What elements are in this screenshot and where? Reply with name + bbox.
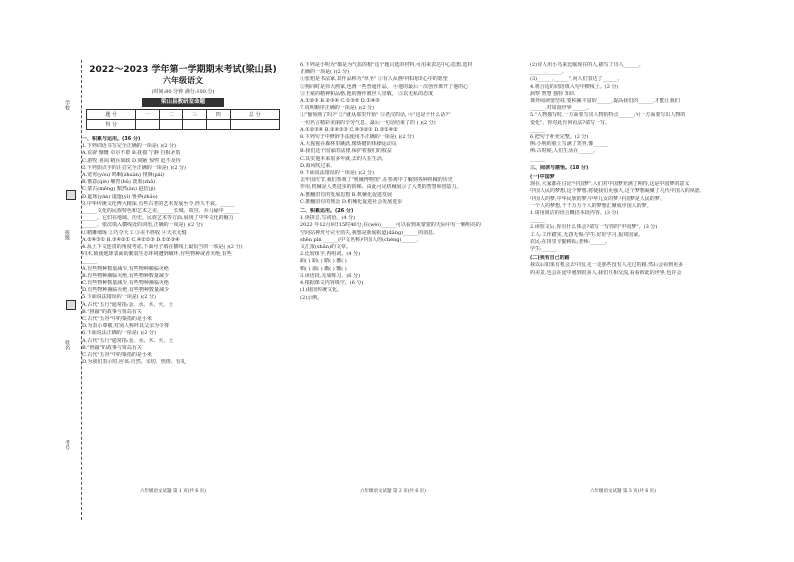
text-line: A.大猩猩在森林里跳跃,像矫健的体操运动员: [300, 141, 397, 148]
text-line: 蹈( ) 蹈( ) 踏( ) 撤( ): [300, 258, 347, 265]
text-line: C.古代"五谷"中的粟指的是小米: [82, 316, 152, 323]
text-line: 6.把句子补充完整。(2 分): [530, 134, 589, 141]
text-line: 4.从上下文连贯的角度考虑,下面句子填在横线上最恰当的一项是( )(2 分): [82, 244, 243, 251]
score-cell: 得 分: [87, 120, 136, 130]
text-line: 1.请用简洁的语言概括本段内容。(3 分): [530, 210, 619, 217]
text-line: ______文化的民族特色和艺术之美,______长城、故宫、兵马俑中______: [82, 208, 239, 215]
text-line: ______: [530, 217, 545, 224]
score-input-cell[interactable]: [207, 120, 231, 130]
text-line: 学生:______: [530, 246, 557, 253]
text-line: C.推翻旧有的理念 D.机械化促进社会发展进步: [300, 198, 403, 205]
text-line: 农民:在田里辛勤耕耘;老师:______。: [530, 238, 611, 245]
exam-number-label: 考号: [64, 440, 70, 450]
text-line: 中国人的梦,中华民族的梦,中华儿女的梦,中国梦是人民的梦。: [530, 195, 665, 202]
text-line: 二、积累运用。(26 分): [300, 208, 354, 215]
text-line: 洞察 智慧 独特 知识: [530, 90, 575, 97]
score-cell: 二: [159, 110, 183, 120]
text-line: 8.下列句子中修辞手法使用不正确的一项是( )(2 分): [300, 134, 414, 141]
text-line: ①"葡萄熟了吗?" ②"就从那里开始" ③老汉的话, ④"这是个什么话?": [300, 112, 451, 119]
page-footer-2: 六年级语文试题 第 2 页(共 6 页): [360, 489, 426, 494]
text-line: A.古代"五行"通常指:金、水、木、火、土: [82, 301, 174, 308]
text-line: A.①②③④ B.②④①③ C.④③②① D.③①④②: [300, 126, 398, 133]
text-line: 例:古时候,人们生活在______。: [530, 148, 599, 155]
text-line: ①张旭是书法家,其作品称为"草圣" ②有人从画中体现出心中的愿望: [300, 76, 448, 83]
text-line: 我以后如果有机会去中国,走一走那些没有人走过的路,然后会看到更多: [530, 262, 684, 269]
text-line: A.②④③① B.③④②① C.④②①③ D.①②③④: [82, 236, 180, 243]
compiler-stamp: 梁山县教研室命题: [142, 98, 224, 107]
score-cell: 一: [136, 110, 160, 120]
text-line: D.为我们表示时,应该:自然、亲切、热情、有礼: [82, 359, 186, 366]
text-line: D.为表示尊敬,对别人称呼其父亲为令尊: [82, 323, 170, 330]
text-line: 同木,致使地球表面的脆弱生态环境遭到破坏,有些物种或者灭绝,有些: [82, 251, 232, 258]
text-line: 7.说明顺序正确的一项是( )(2 分): [300, 105, 374, 112]
text-line: C.其实他本来很多年就,去的人在生活,: [300, 155, 384, 162]
score-cell: 题 号: [87, 110, 136, 120]
column-1: [82, 134, 278, 484]
text-line: 3.中华传统文化博大精深,有些古老的艺术发展至今,经久不衰。______: [82, 200, 235, 207]
text-line: ______,对周围世界______。: [530, 105, 592, 112]
text-line: (1)我国传统文化。: [300, 287, 343, 294]
text-line: B.有些物种濒临灭绝,有些物种数量减少: [82, 272, 169, 279]
text-line: 4.根据课文内容填空。(6 分): [300, 280, 364, 287]
text-line: 一句名言精彩美丽的辛劳气息、最后一句话结束了的 ( )(2 分): [300, 119, 436, 126]
text-line: 5."人物描写时,一方面要写出人物的特点______;另一方面要写出人物的: [530, 112, 686, 119]
text-line: A.①②③ B.②③④ C.①③⑤ D.①④⑤: [300, 98, 380, 105]
text-line: D.海风吹过来,: [300, 162, 333, 169]
text-line: 三、阅读与感悟。(18 分): [530, 164, 589, 171]
column-2: [300, 62, 512, 482]
text-line: 2.读短文后,你有什么体会?请写一写你的"中国梦"。(3 分): [530, 224, 658, 231]
text-line: 工人:工作踏实,无怨无悔;学生:好好学习,报效国家。: [530, 231, 644, 238]
binding-box: [66, 300, 76, 310]
exam-time-info: (时间:80 分钟 满分:100 分): [151, 89, 215, 95]
text-line: B."推敲"的故事与贾岛有关: [82, 344, 142, 351]
text-line: 1.下列词语书写完全正确的一项是( )(2 分): [82, 143, 176, 150]
binding-margin: [60, 60, 82, 520]
text-line: B.我们这个国家的法律,保护着我们的权益: [300, 148, 392, 155]
text-line: 2.比较组字,再组词。(4 分): [300, 251, 361, 258]
name-label: 姓名: [64, 340, 70, 350]
score-input-cell[interactable]: [230, 120, 279, 130]
text-line: 课外阅读要坚持,要积累丰富的______,提高我们的______,才能让我们: [530, 98, 680, 105]
score-header-row: [87, 110, 280, 120]
page-footer-3: 六年级语文试题 第 3 页(共 6 页): [590, 489, 656, 494]
text-line: 一个人的梦想,千千万万个人的梦想汇聚成中国人的梦。: [530, 202, 652, 209]
class-label: 班级: [64, 230, 70, 240]
score-input-cell[interactable]: [136, 120, 160, 130]
score-cell: 四: [207, 110, 231, 120]
text-line: B."推敲"的故事与贾岛有关: [82, 308, 142, 315]
text-line: ______: [82, 258, 97, 265]
text-line: D.筵席(yán) 逶迤(yí) 鲁莽(zhǎo): [82, 193, 158, 200]
text-line: C.蒙古(měng) 黯然(àn) 赵佶(jí): [82, 186, 156, 193]
exam-subject: 六年级语文: [163, 76, 203, 85]
text-line: shēn pǐn ______(中文名称)中国人的(chéng)______,: [300, 236, 418, 243]
score-cell: 三: [183, 110, 207, 120]
text-line: D.有些物种濒临灭绝,有些物种数量减少: [82, 287, 170, 294]
text-line: 一、积累与运用。(36 分): [82, 136, 141, 142]
text-line: 1.读拼音,写词语。(4 分): [300, 215, 356, 222]
text-line: A.荒辟 慷慨 卓尔不群 B.抚摸 宁静 自相矛盾: [82, 150, 181, 157]
text-line: 正确的一项是( )(2 分): [300, 69, 350, 76]
text-line: 中国人民的梦想,这个梦想,将使我们更强大,这个梦想凝聚了几代中国人的夙愿,: [530, 188, 702, 195]
text-line: A.有些物种数量减少,有些物种濒临灭绝: [82, 265, 169, 272]
text-line: B.惬意(qiè) 哺育(bǔ) 泼墨(zhā): [82, 179, 156, 186]
text-line: ______: [530, 126, 545, 133]
exam-title: 2022～2023 学年第一学期期末考试(梁山县): [89, 65, 277, 75]
text-line: (二)我有自己的路: [530, 255, 570, 262]
text-line: ①精雕细琢 ②巧夺天工 ③美不胜收 ④天衣无缝: [82, 229, 187, 236]
binding-box: [66, 190, 76, 200]
text-line: 5.下面说法错误的一项是( )(2 分): [82, 294, 156, 301]
text-line: 6.下列是小明为"都是为气质的根"这个题目选的材料,可用来表达中心思想,选材: [300, 62, 473, 68]
column-3: [530, 62, 735, 482]
score-input-cell[interactable]: [159, 120, 183, 130]
text-line: 2.下列加点字的注音完全正确的一项是( )(2 分): [82, 164, 186, 171]
text-line: 9.下面说法错误的一项是( )(2 分): [300, 170, 374, 177]
score-input-cell[interactable]: [183, 120, 207, 130]
text-line: 作用,机械是人类进步的阶梯。由此可见机械展示了人类的智慧和创造力。: [300, 184, 462, 191]
text-line: 例:小明的脸上写满了笑容,像______: [530, 141, 609, 148]
score-value-row: [87, 120, 280, 130]
text-line: 空间站神舟号完全消失,我想是新闻报道(dāng)______的消息,: [300, 229, 435, 236]
text-line: (一)中国梦: [530, 174, 555, 181]
text-line: C.古代"五谷"中的粟指的是小米: [82, 352, 152, 359]
text-line: A.推翻旧有的发展思想 B.机械化促进发展: [300, 191, 393, 198]
text-line: (2)诗人用小鸟来比喻现在的人,描写了诗人______。: [530, 62, 644, 68]
text-line: A.宽宥(yóu) 呜咽(zhuàn) 徘徊(pái): [82, 172, 165, 179]
text-line: (2)示例。: [300, 294, 323, 301]
text-line: C.有些物种数量减少,有些物种濒临灭绝: [82, 280, 169, 287]
score-table: [86, 109, 280, 130]
page-footer-1: 六年级语文试题 第 1 页(共 6 页): [140, 489, 206, 494]
score-cell: 总 分: [230, 110, 279, 120]
text-line: ______,______。: [530, 69, 567, 76]
text-line: 3.读语段,完成练习。(6 分): [300, 272, 361, 279]
school-label: 学校: [64, 100, 70, 110]
text-line: ______: [530, 155, 545, 162]
text-line: 2022 年12月9日15时40分,在(wèi)______可以看到灰蒙蒙的天际中有一颗明亮的: [300, 222, 481, 229]
text-line: 的美景,也会在途中遇到很多人,我们互相交流,看看彼此的世界,也许会: [530, 269, 682, 276]
text-line: 文汇报(shān)的文章。: [300, 244, 351, 251]
text-line: ②狗同时是伟大画家,也画一些普通作品。 ④他的最后一次创作离开了他的心: [300, 83, 469, 90]
text-line: 6.下面说法正确的一项是( )(2 分): [82, 330, 156, 337]
text-line: 去年国庆节,我们参观了"机械博物馆",在参观中了解到各种机械的历史: [300, 177, 453, 184]
text-line: A.古代"五行"通常指:金、水、木、火、土: [82, 337, 174, 344]
text-line: ______。它们在地域、历史、民族艺术等方面,展现了中华文化的魅力: [82, 215, 234, 222]
text-line: ③王冕的精神和品格,他的画作被世人崇敬。 ⑤以无私的态度: [300, 90, 434, 97]
text-line: 变化"。你对此有何看法?请写一写。: [530, 119, 610, 126]
text-line: 现在,大家都在讨论"中国梦",人们对中国梦充满了期待,这是中国梦的意义: [530, 181, 690, 188]
text-line: 稻( ) 溢( ) 撒( ) 辙( ): [300, 265, 347, 272]
text-line: C.游牧 喜阅 精兵简政 D.简陋 惊愕 迫不及待: [82, 157, 181, 164]
text-line: (3)______,______",向人们表达了______。: [530, 76, 623, 83]
text-line: ______。依次填入横线处的词语,正确的一项是( )(2 分): [82, 222, 203, 229]
text-line: 4.将合适的词语填入句中横线上。(2 分): [530, 83, 619, 90]
